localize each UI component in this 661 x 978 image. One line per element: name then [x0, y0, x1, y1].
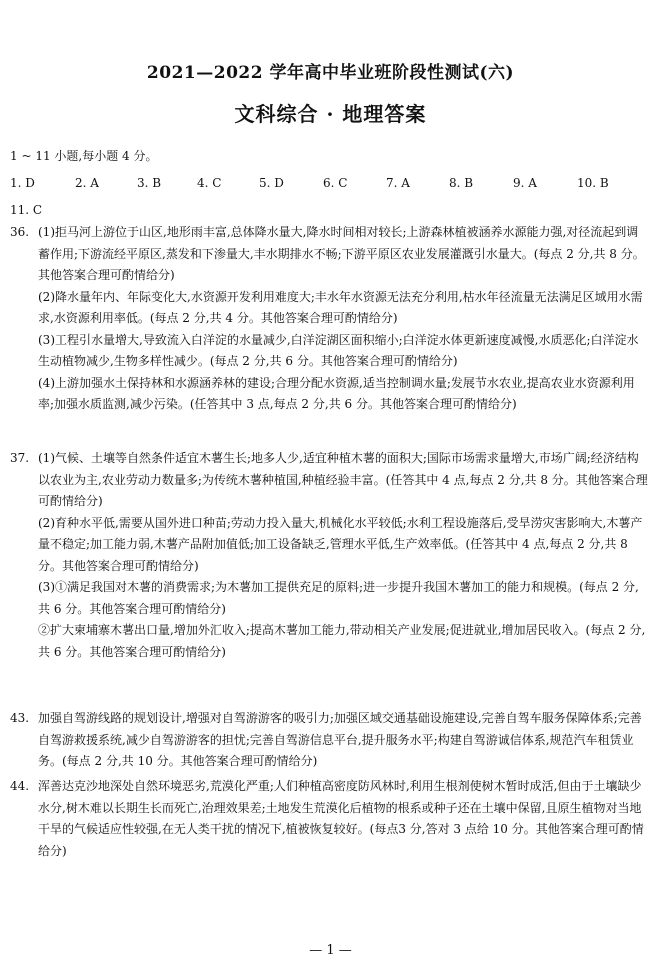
mc-answer: 6. C [323, 176, 348, 190]
answer-part-4: ②扩大柬埔寨木薯出口量,增加外汇收入;提高木薯加工能力,带动相关产业发展;促进就业,增加居民收入。(每点 2 分,共 6 分。其他答案合理可酌情给分) [38, 623, 646, 659]
mc-intro: 1 ~ 11 小题,每小题 4 分。 [10, 149, 158, 163]
mc-answer: 3. B [137, 176, 162, 190]
mc-answer: 9. A [513, 176, 537, 190]
mc-answer: 8. B [449, 176, 474, 190]
answer-part-4: (4)上游加强水土保持林和水源涵养林的建设;合理分配水资源,适当控制调水量;发展节水农业,提高农业水资源利用率;加强水质监测,减少污染。(任答其中 3 点,每点 2 分,共 6 分。其他答案合理可酌情给分) [38, 375, 635, 411]
mc-answer: 10. B [577, 176, 609, 190]
answer-text: 浑善达克沙地深处自然环境恶劣,荒漠化严重;人们种植高密度防风林时,利用生根剂使树木暂时成活,但由于土壤缺少水分,树木难以长期生长而死亡,治理效果差;土地发生荒漠化后植物的根系或种子还在土壤中保留,且原生植物对当地干旱的气候适应性较强,在无人类干扰的情况下,植被恢复较好。(每点3 分,答对 3 点给 10 分。其他答案合理可酌情给分) [38, 779, 644, 858]
answer-text: 加强自驾游线路的规划设计,增强对自驾游游客的吸引力;加强区域交通基础设施建设,完善自驾车服务保障体系;完善自驾游救援系统,减少自驾游游客的担忧;完善自驾游信息平台,提升服务水平;构建自驾游诚信体系,规范汽车租赁业务。(每点 2 分,共 10 分。其他答案合理可酌情给分) [38, 711, 642, 768]
answer-part-1: (1)拒马河上游位于山区,地形雨丰富,总体降水量大,降水时间相对较长;上游森林植被涵养水源能力强,对径流起到调蓄作用;下游流经平原区,蒸发和下渗量大,丰水期排水不畅;下游平原区农业发展灌溉引水量大。(每点 2 分,共 8 分。其他答案合理可酌情给分) [38, 225, 645, 282]
mc-answer: 4. C [197, 176, 222, 190]
question-37 [10, 448, 650, 663]
mc-answer: 1. D [10, 176, 35, 190]
answer-part-3: (3)工程引水量增大,导致流入白洋淀的水量减少,白洋淀湖区面积缩小;白洋淀水体更新速度减慢,水质恶化;白洋淀水生动植物减少,生物多样性减少。(每点 2 分,共 6 分。其他答案合理可酌情给分) [38, 332, 639, 368]
question-number: 43. [10, 711, 30, 725]
question-36 [10, 222, 650, 416]
question-number: 37. [10, 451, 30, 465]
question-43 [10, 708, 650, 773]
exam-title: 2021—2022 学年高中毕业班阶段性测试(六) [146, 63, 515, 83]
question-44 [10, 776, 650, 862]
answer-part-2: (2)降水量年内、年际变化大,水资源开发利用难度大;丰水年水资源无法充分利用,枯水年径流量无法满足区域用水需求,水资源利用率低。(每点 2 分,共 4 分。其他答案合理可酌情给分) [38, 289, 643, 325]
mc-answer: 2. A [75, 176, 99, 190]
question-number: 44. [10, 779, 30, 793]
question-number: 36. [10, 225, 30, 239]
answer-part-2: (2)育种水平低,需要从国外进口种苗;劳动力投入量大,机械化水平较低;水利工程设施落后,受旱涝灾害影响大,木薯产量不稳定;加工能力弱,木薯产品附加值低;加工设备缺乏,管理水平低,生产效率低。(任答其中 4 点,每点 2 分,共 8 分。其他答案合理可酌情给分) [38, 515, 643, 573]
answer-part-3: (3)①满足我国对木薯的消费需求;为木薯加工提供充足的原料;进一步提升我国木薯加工的能力和规模。(每点 2 分,共 6 分。其他答案合理可酌情给分) [38, 580, 639, 616]
answer-part-1: (1)气候、土壤等自然条件适宜木薯生长;地多人少,适宜种植木薯的面积大;国际市场需求量增大,市场广阔;经济结构以农业为主,农业劳动力数量多;为传统木薯种植国,种植经验丰富。(任答其中 4 点,每点 2 分,共 8 分。其他答案合理可酌情给分) [38, 451, 648, 508]
mc-answer: 11. C [10, 203, 43, 217]
exam-subtitle: 文科综合 · 地理答案 [234, 102, 427, 126]
mc-answer: 5. D [259, 176, 284, 190]
mc-answer: 7. A [386, 176, 410, 190]
page-number: — 1 — [309, 943, 352, 958]
